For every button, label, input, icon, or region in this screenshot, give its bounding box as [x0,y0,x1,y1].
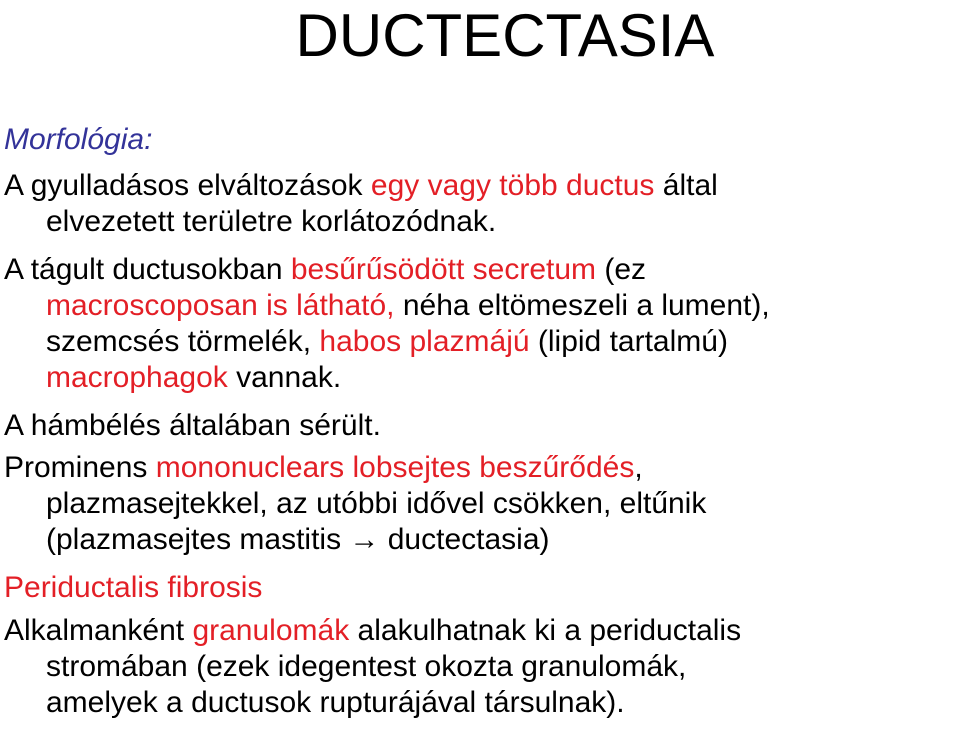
text-segment: által [654,169,718,202]
text-segment: A hámbélés általában sérült. [4,409,381,442]
paragraph-inflammation-extent [4,168,718,240]
text-segment-highlight: granulomák [192,614,350,647]
text-line [4,252,770,288]
text-segment: amelyek a ductusok rupturájával társulnak). [46,686,625,719]
text-line [4,486,706,522]
text-line [4,204,718,240]
text-segment-highlight: besűrűsödött secretum [290,253,597,286]
text-segment: alakulhatnak ki a periductalis [349,614,742,647]
text-line [4,324,770,360]
text-segment-highlight: macrophagok [46,361,228,394]
text-segment: néha eltömeszeli a lument), [394,289,770,322]
paragraph-granulomas [4,613,741,721]
text-segment: A gyulladásos elváltozások [4,169,371,202]
text-line [4,649,741,685]
text-segment: , [634,451,643,484]
text-line [4,613,741,649]
text-segment: (ez [596,253,647,286]
text-segment: (plazmasejtes mastitis → ductectasia) [46,523,550,556]
text-segment-highlight: egy vagy több ductus [370,169,655,202]
slide-title: DUCTECTASIA [295,2,715,69]
text-line [4,522,706,558]
text-segment: szemcsés törmelék, [46,325,320,358]
text-line [4,685,741,721]
paragraph-fibrosis [4,570,262,606]
paragraph-epithelium [4,408,381,444]
text-line [4,288,770,324]
text-line [4,408,381,444]
text-segment-highlight: mononuclears lobsejtes beszűrődés [155,451,635,484]
paragraph-infiltration [4,450,706,558]
text-segment: Alkalmanként [4,614,193,647]
text-line [4,570,262,606]
text-segment: plazmasejtekkel, az utóbbi idővel csökken, eltűnik [46,487,707,520]
text-segment: elvezetett területre korlátozódnak. [46,205,497,238]
text-segment: A tágult ductusokban [4,253,291,286]
section-subheading: Morfológia: [4,123,153,156]
text-segment-highlight: macroscoposan is látható, [46,289,395,322]
text-segment-highlight: habos plazmájú [319,325,530,358]
text-segment: stromában (ezek idegentest okozta granulomák, [46,650,687,683]
text-line [4,360,770,396]
text-line [4,168,718,204]
text-segment-highlight: Periductalis fibrosis [4,571,263,604]
text-segment: Prominens [4,451,156,484]
text-segment: vannak. [227,361,342,394]
text-segment: (lipid tartalmú) [529,325,728,358]
paragraph-dilated-ducts [4,252,770,396]
text-line [4,450,706,486]
